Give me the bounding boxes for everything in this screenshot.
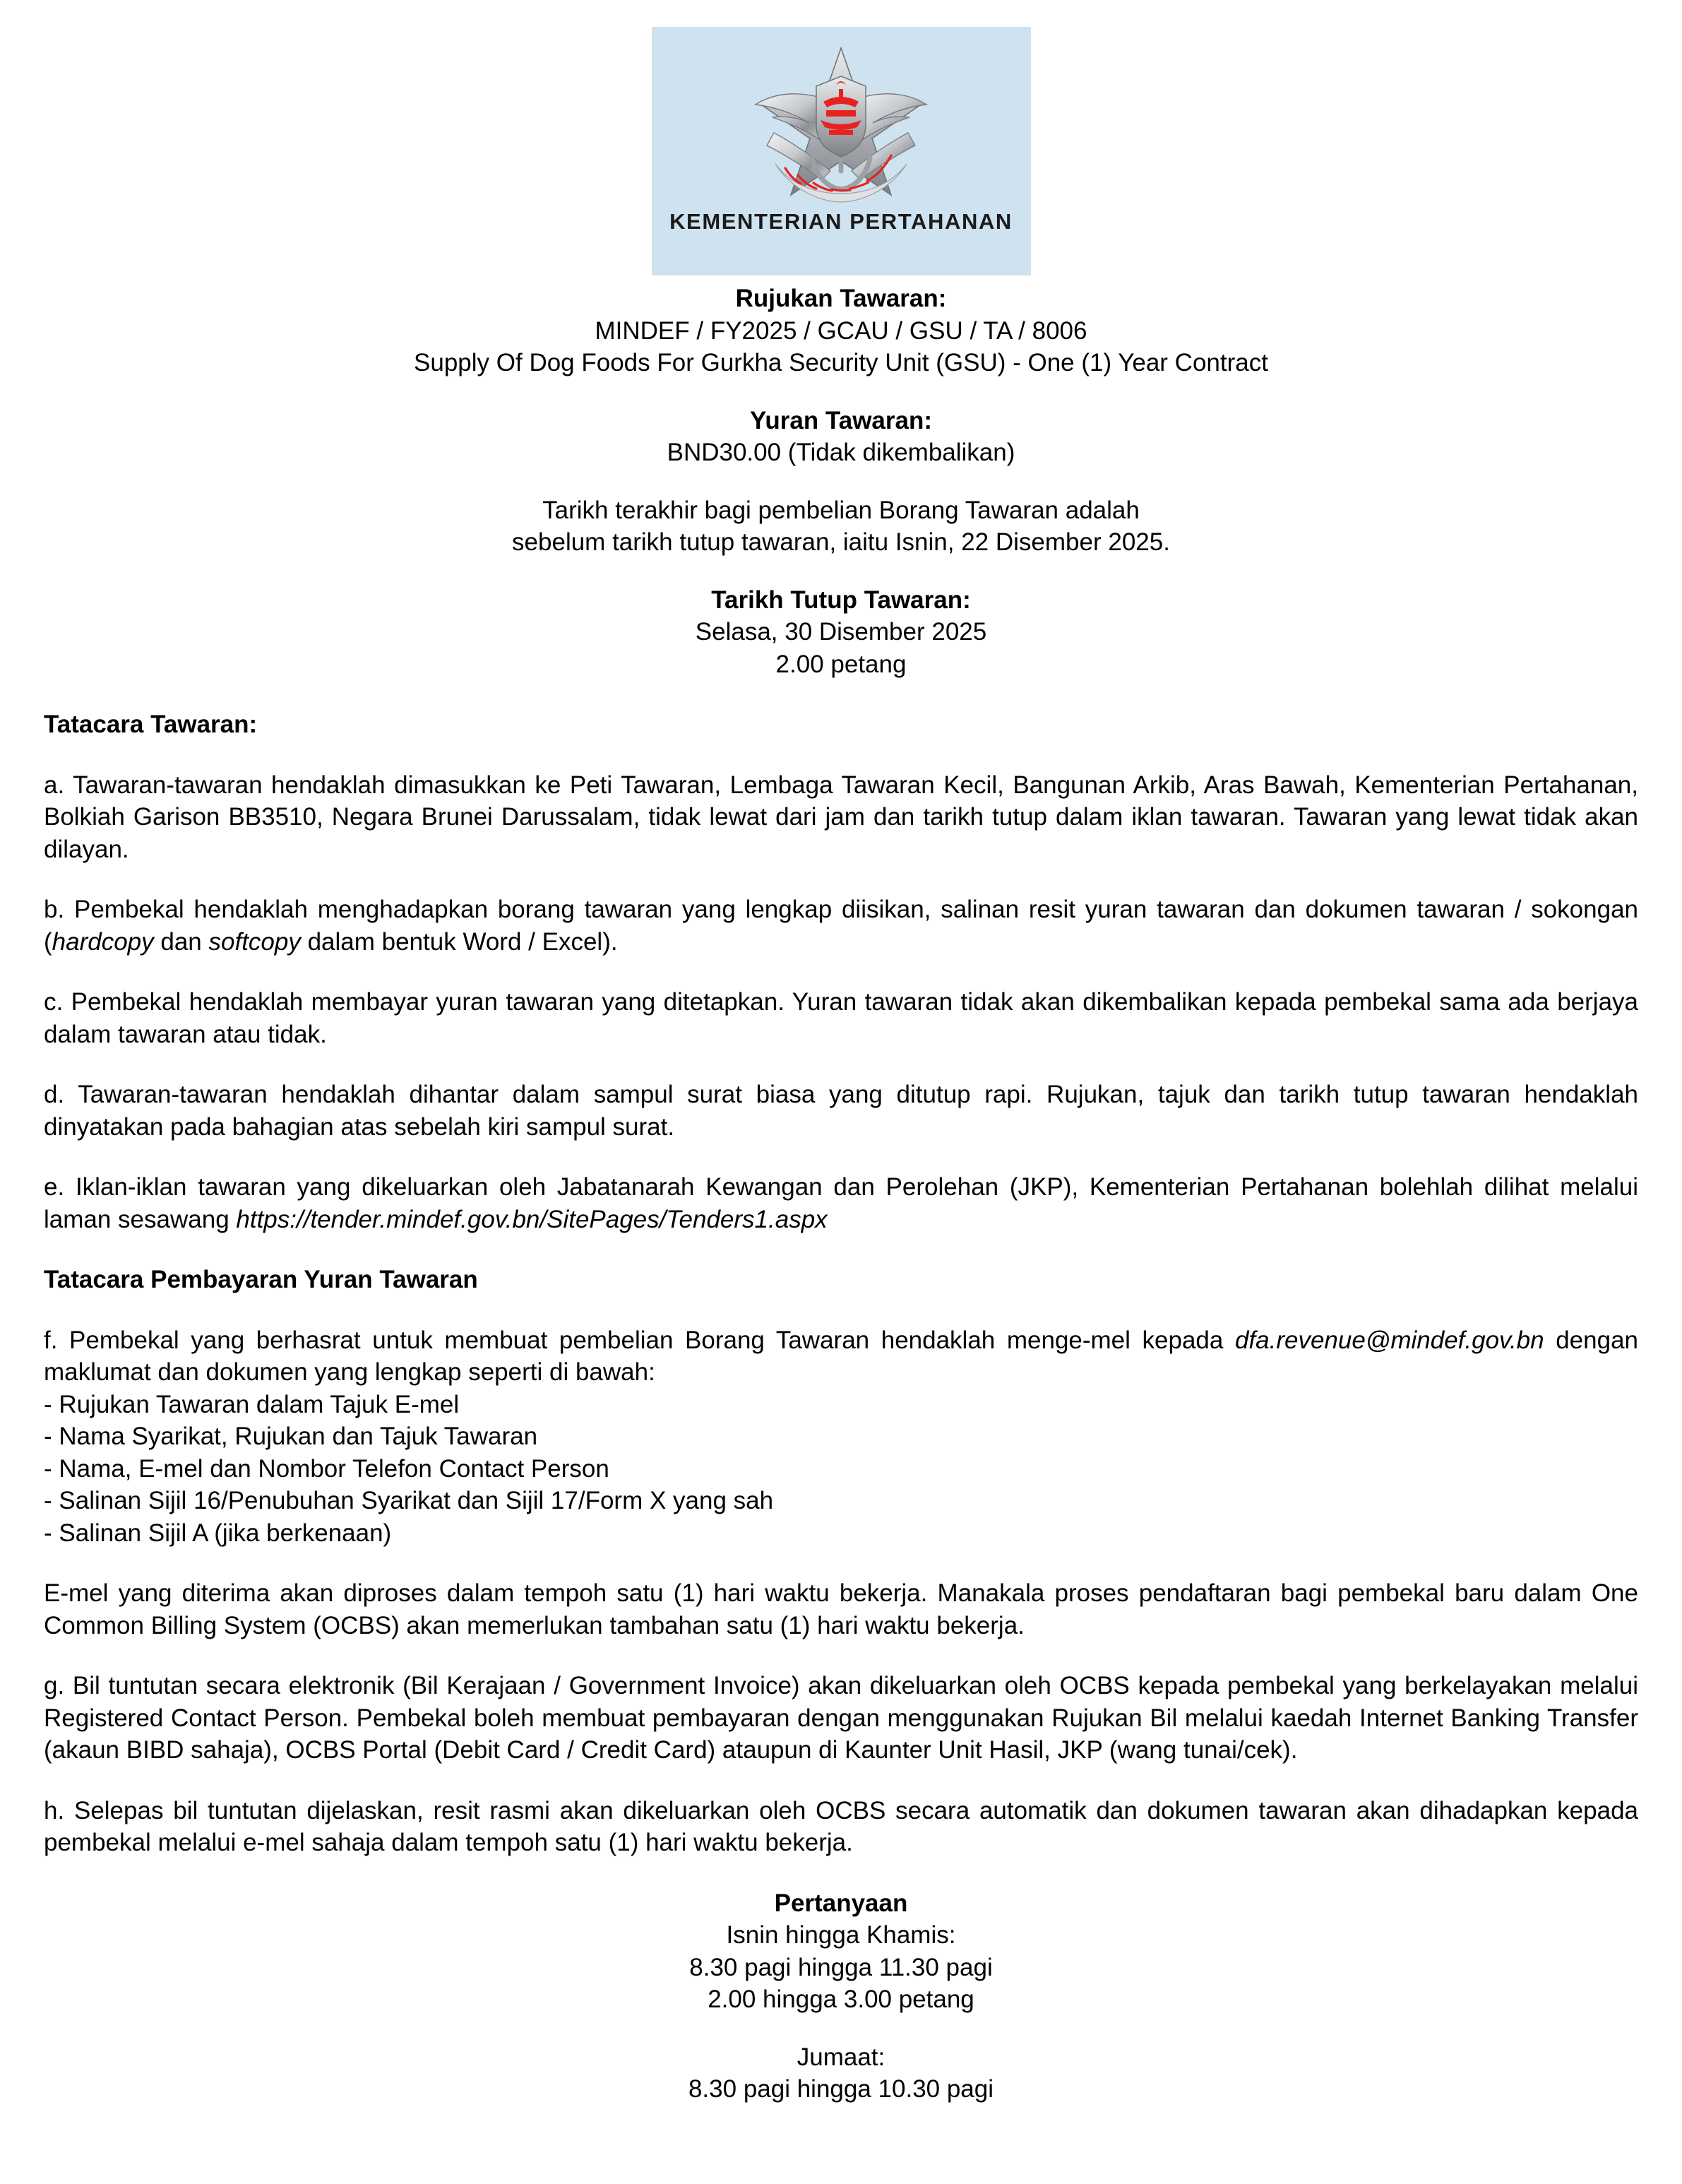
fee-label: Yuran Tawaran:: [749, 406, 933, 434]
procedures-heading: Tatacara Tawaran:: [44, 711, 258, 738]
fee-value: BND30.00 (Tidak dikembalikan): [667, 439, 1015, 466]
reference-label: Rujukan Tawaran:: [735, 285, 947, 312]
item-b-hardcopy: hardcopy: [52, 927, 154, 956]
procedure-item-c: c. Pembekal hendaklah membayar yuran tawaran yang ditetapkan. Yuran tawaran tidak akan dikembalikan kepada pembekal sama ada berjaya dalam tawaran atau tidak.: [44, 988, 1638, 1048]
spacer: [44, 559, 1638, 584]
spacer: [44, 1767, 1638, 1795]
friday-morning-hours: 8.30 pagi hingga 10.30 pagi: [688, 2075, 994, 2103]
item-b-text-3: dalam bentuk Word / Excel).: [300, 927, 618, 956]
payment-item-h: h. Selepas bil tuntutan dijelaskan, resit rasmi akan dikeluarkan oleh OCBS secara automatik dan dokumen tawaran akan dihadapkan kepada pembekal melalui e-mel sahaja dalam tempoh satu (1) hari waktu bekerja.: [44, 1796, 1638, 1856]
reference-title: Supply Of Dog Foods For Gurkha Security Unit (GSU) - One (1) Year Contract: [414, 349, 1268, 376]
procedure-item-d: d. Tawaran-tawaran hendaklah dihantar dalam sampul surat biasa yang ditutup rapi. Rujukan, tajuk dan tarikh tutup tawaran hendaklah dinyatakan pada bahagian atas sebelah kiri sampul surat.: [44, 1081, 1638, 1141]
spacer: [44, 1050, 1638, 1079]
spacer: [44, 1642, 1638, 1670]
spacer: [44, 469, 1638, 494]
list-item: - Rujukan Tawaran dalam Tajuk E-mel: [44, 1390, 460, 1418]
spacer: [44, 1235, 1638, 1264]
item-f-text-2: dengan maklumat dan dokumen yang lengkap seperti di bawah:: [44, 1326, 1638, 1386]
enquiries-heading: Pertanyaan: [774, 1889, 908, 1917]
procedure-item-b: [44, 894, 1638, 958]
item-b-text-2: dan: [153, 927, 209, 956]
tender-summary-block: [44, 283, 1638, 680]
spacer: [44, 741, 1638, 769]
item-e-text: e. Iklan-iklan tawaran yang dikeluarkan oleh Jabatanarah Kewangan dan Perolehan (JKP), Kementerian Pertahanan bolehlah dilihat melalui laman sesawang: [44, 1173, 1638, 1233]
item-b-text-1: b. Pembekal hendaklah menghadapkan borang tawaran yang lengkap diisikan, salinan resit yuran tawaran dan dokumen tawaran / sokongan (: [44, 896, 1638, 956]
purchase-deadline-line-1: Tarikh terakhir bagi pembelian Borang Tawaran adalah: [542, 496, 1140, 524]
spacer: [44, 680, 1638, 708]
ministry-name-caption: KEMENTERIAN PERTAHANAN: [669, 209, 1013, 234]
tender-website-url[interactable]: https://tender.mindef.gov.bn/SitePages/Tenders1.aspx: [236, 1205, 828, 1233]
closing-date-value: Selasa, 30 Disember 2025: [695, 618, 987, 646]
closing-date-label: Tarikh Tutup Tawaran:: [711, 586, 971, 614]
ministry-crest-icon: [724, 40, 958, 203]
spacer: [44, 2016, 1638, 2041]
ministry-logo-box: [652, 27, 1031, 275]
spacer: [44, 1859, 1638, 1887]
friday-label: Jumaat:: [797, 2043, 885, 2071]
procedure-item-a: a. Tawaran-tawaran hendaklah dimasukkan ke Peti Tawaran, Lembaga Tawaran Kecil, Bangunan Arkib, Aras Bawah, Kementerian Pertahanan, Bolkiah Garison BB3510, Negara Brunei Darussalam, tidak lewat dari jam dan tarikh tutup dalam iklan tawaran. Tawaran yang lewat tidak akan dilayan.: [44, 771, 1638, 863]
purchase-deadline-line-2: sebelum tarikh tutup tawaran, iaitu Isnin, 22 Disember 2025.: [512, 528, 1170, 556]
procedure-item-e: [44, 1171, 1638, 1235]
list-item: - Salinan Sijil 16/Penubuhan Syarikat dan Sijil 17/Form X yang sah: [44, 1487, 774, 1514]
payment-requirements-list: [44, 1389, 1638, 1550]
item-f-text-1: f. Pembekal yang berhasrat untuk membuat pembelian Borang Tawaran hendaklah menge-mel kepada: [44, 1326, 1235, 1354]
spacer: [44, 865, 1638, 894]
payment-item-f: [44, 1324, 1638, 1389]
spacer: [44, 379, 1638, 405]
weekday-morning-hours: 8.30 pagi hingga 11.30 pagi: [689, 1953, 993, 1981]
list-item: - Salinan Sijil A (jika berkenaan): [44, 1519, 392, 1547]
reference-number: MINDEF / FY2025 / GCAU / GSU / TA / 8006: [595, 316, 1087, 345]
enquiries-block: [44, 1887, 1638, 2106]
item-b-softcopy: softcopy: [208, 927, 301, 956]
list-item: - Nama Syarikat, Rujukan dan Tajuk Tawaran: [44, 1423, 538, 1450]
spacer: [44, 1549, 1638, 1577]
weekday-afternoon-hours: 2.00 hingga 3.00 petang: [708, 1986, 974, 2013]
payment-heading: Tatacara Pembayaran Yuran Tawaran: [44, 1266, 478, 1293]
revenue-email-address[interactable]: dfa.revenue@mindef.gov.bn: [1234, 1326, 1544, 1354]
logo-header: [44, 27, 1638, 275]
payment-item-g: g. Bil tuntutan secara elektronik (Bil Kerajaan / Government Invoice) akan dikeluarkan oleh OCBS kepada pembekal yang berkelayakan melalui Registered Contact Person. Pembekal boleh membuat pembayaran dengan menggunakan Rujukan Bil melalui kaedah Internet Banking Transfer (akaun BIBD sahaja), OCBS Portal (Debit Card / Credit Card) ataupun di Kaunter Unit Hasil, JKP (wang tunai/cek).: [44, 1672, 1638, 1764]
list-item: - Nama, E-mel dan Nombor Telefon Contact Person: [44, 1454, 609, 1483]
weekday-label: Isnin hingga Khamis:: [726, 1921, 956, 1949]
spacer: [44, 958, 1638, 986]
spacer: [44, 1296, 1638, 1324]
payment-processing-note: E-mel yang diterima akan diproses dalam tempoh satu (1) hari waktu bekerja. Manakala proses pendaftaran bagi pembekal baru dalam One Common Billing System (OCBS) akan memerlukan tambahan satu (1) hari waktu bekerja.: [44, 1579, 1638, 1639]
closing-time-value: 2.00 petang: [775, 650, 907, 678]
spacer: [44, 1143, 1638, 1171]
